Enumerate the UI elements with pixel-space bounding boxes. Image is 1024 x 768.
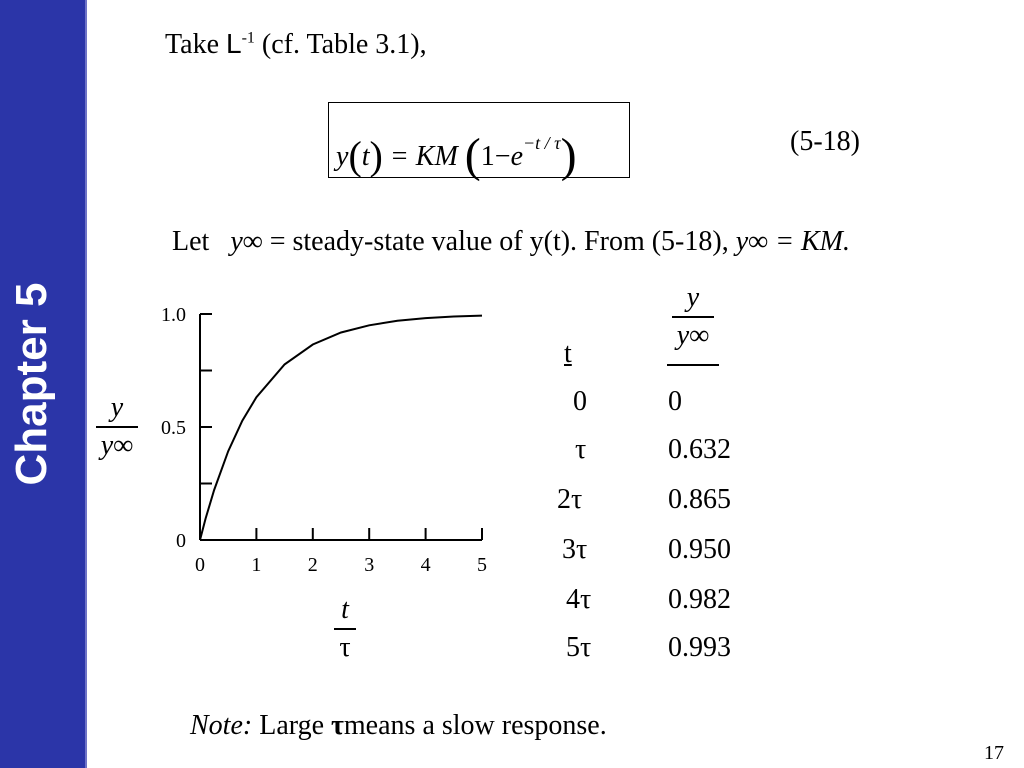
- eq-e: e: [510, 141, 523, 172]
- eq-bigparen-open: (: [464, 129, 481, 182]
- table-header-underline: [667, 364, 719, 366]
- chart-axes: [200, 314, 482, 540]
- intro-ref: (cf. Table 3.1),: [254, 29, 427, 60]
- table-cell-value: 0.865: [668, 484, 731, 515]
- table-header-num: y: [686, 282, 700, 313]
- x-axis-label-den: τ: [339, 631, 351, 663]
- x-tick-label: 3: [364, 554, 375, 576]
- page-number: 17: [984, 742, 1004, 764]
- x-axis-label-num: t: [341, 594, 349, 625]
- table-cell-value: 0: [668, 386, 682, 417]
- response-curve: [200, 316, 482, 540]
- note-text-b: means a slow response.: [343, 710, 607, 741]
- table-header-bar: [672, 316, 714, 318]
- response-chart: [90, 290, 510, 690]
- equation-number: (5-18): [790, 126, 860, 157]
- eq-one-minus: 1−: [480, 141, 511, 172]
- y-axis-label-bar: [96, 426, 138, 428]
- eq-paren-open: (: [348, 133, 362, 178]
- eq-t: t: [361, 141, 370, 172]
- table-cell-value: 0.632: [668, 434, 731, 465]
- y-axis-label-den: y∞: [100, 429, 134, 461]
- note-label: Note:: [190, 710, 253, 741]
- note-text-a: Large: [252, 710, 331, 741]
- table-cell-t: 2τ: [557, 484, 583, 515]
- eq-bigparen-close: ): [560, 129, 577, 182]
- steady-let: Let: [172, 226, 210, 257]
- intro-line: [165, 28, 427, 61]
- x-tick-label: 0: [195, 554, 205, 576]
- laplace-inverse-sup: -1: [241, 29, 255, 47]
- eq-exponent: −t / τ: [523, 132, 561, 153]
- eq-y: y: [336, 141, 349, 172]
- table-cell-t: 3τ: [562, 534, 588, 565]
- table-cell-value: 0.993: [668, 632, 731, 663]
- chart-ticks: [161, 304, 487, 576]
- steady-rhs: = KM.: [775, 226, 850, 257]
- sidebar-divider: [85, 0, 87, 768]
- equation: [336, 122, 577, 182]
- y-axis-label-num: y: [110, 392, 124, 423]
- table-cell-value: 0.982: [668, 584, 731, 615]
- steady-text: steady-state value of y(t). From (5-18),: [292, 226, 729, 257]
- y-tick-label: 0: [176, 530, 186, 552]
- eq-km: = KM: [389, 141, 458, 172]
- x-tick-label: 1: [251, 554, 262, 576]
- laplace-l: L: [226, 28, 242, 59]
- table-header-den: y∞: [676, 319, 710, 351]
- y-tick-label: 0.5: [161, 417, 186, 439]
- steady-y-inf: y∞: [230, 226, 263, 257]
- steady-y-inf-2: y∞: [735, 226, 769, 257]
- table-header-y: [672, 282, 714, 352]
- table-cell-t: 4τ: [566, 584, 592, 615]
- x-axis-label: [334, 594, 356, 664]
- y-tick-label: 1.0: [161, 304, 186, 326]
- x-tick-label: 4: [420, 554, 431, 576]
- x-tick-label: 5: [477, 554, 487, 576]
- note-tau: τ: [331, 710, 344, 741]
- intro-take: Take: [165, 29, 227, 60]
- y-axis-label: [96, 392, 138, 462]
- eq-paren-close: ): [369, 133, 383, 178]
- table-header-t: t: [564, 338, 572, 369]
- chapter-label: Chapter 5: [7, 282, 56, 486]
- table-cell-t: 5τ: [566, 632, 592, 663]
- steady-eq: =: [269, 226, 286, 257]
- note: [190, 710, 607, 742]
- table-cell-value: 0.950: [668, 534, 731, 565]
- table-cell-t: τ: [575, 434, 587, 465]
- table-cell-t: 0: [573, 386, 587, 417]
- steady-state-line: [172, 226, 850, 258]
- x-axis-label-bar: [334, 628, 356, 630]
- x-tick-label: 2: [307, 554, 318, 576]
